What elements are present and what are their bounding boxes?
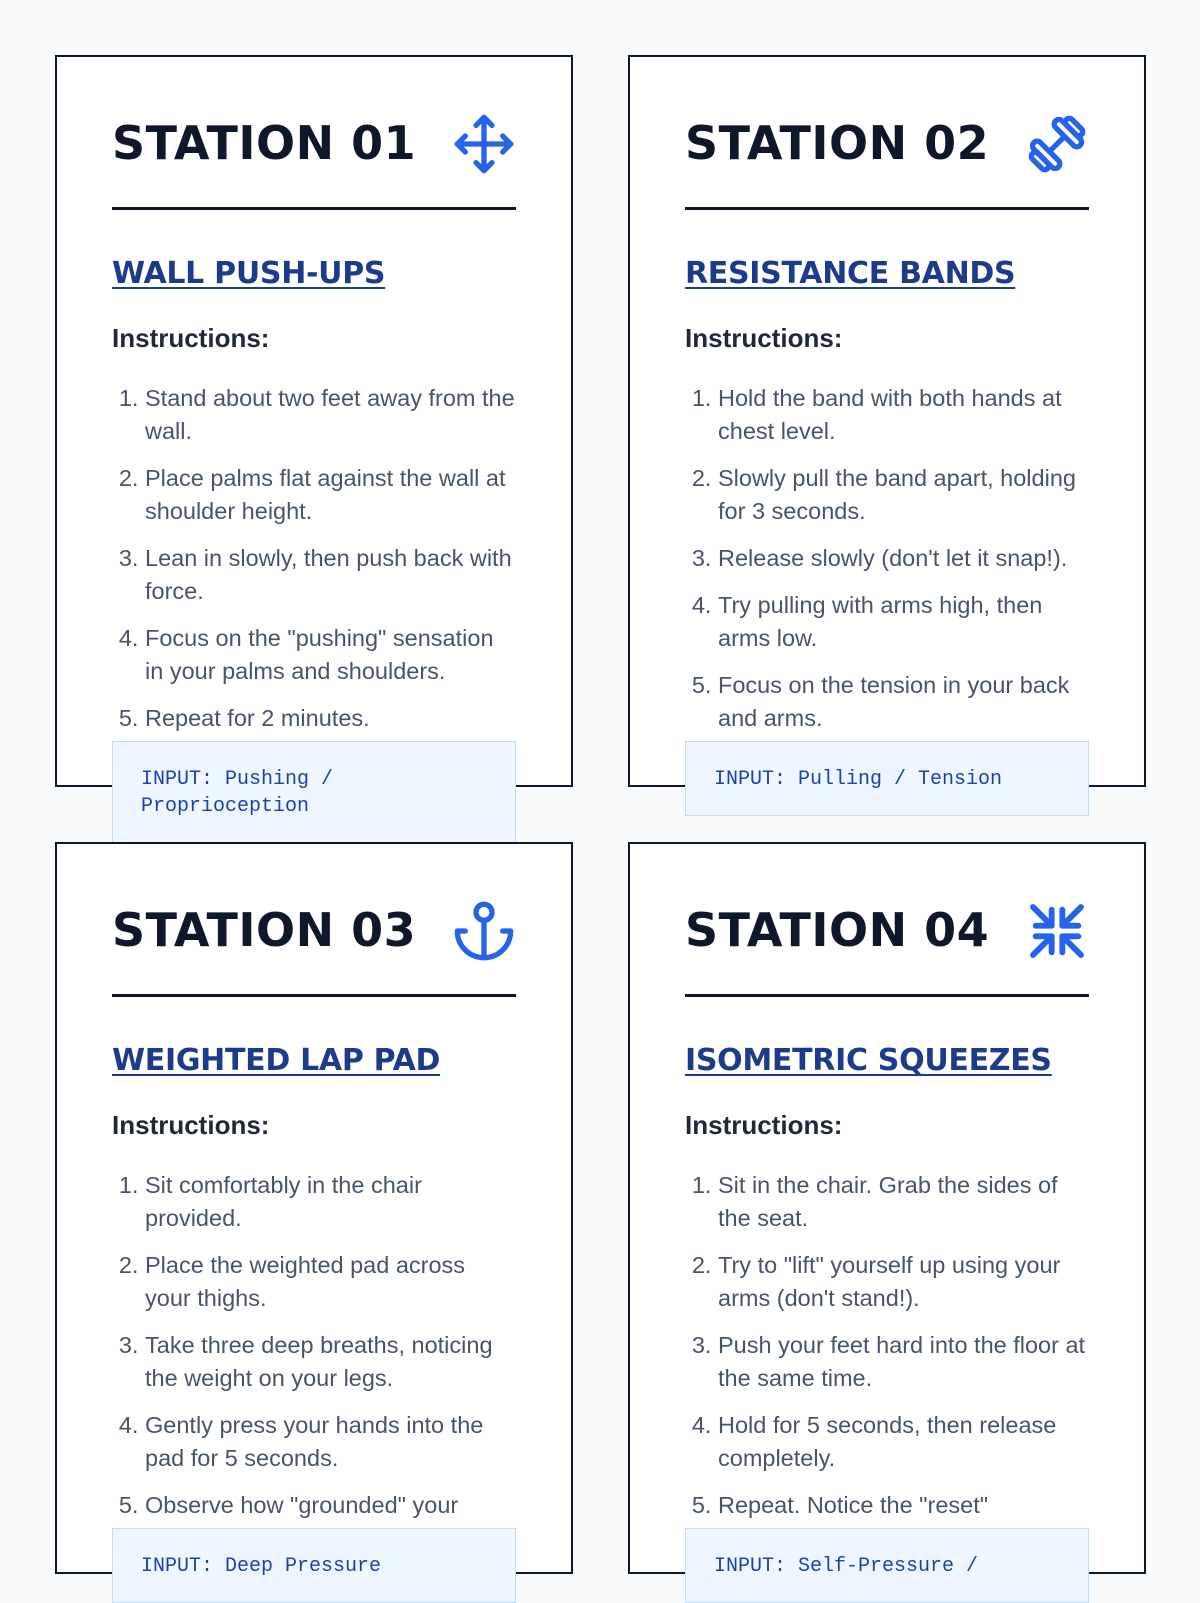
station-card [55, 842, 573, 1578]
arrows-move-icon [452, 112, 516, 176]
instruction-step: 1. Stand about two feet away from the wall. [145, 382, 516, 448]
sensory-input-box: INPUT: Deep Pressure [112, 1528, 516, 1603]
instruction-step: 2. Place palms flat against the wall at shoulder height. [145, 462, 516, 528]
station-header [685, 57, 1089, 210]
sensory-input-box: INPUT: Pulling / Tension [685, 741, 1089, 816]
instruction-step: 4. Hold for 5 seconds, then release completely. [718, 1409, 1089, 1475]
compress-arrows-icon [1025, 899, 1089, 963]
instruction-step: 3. Lean in slowly, then push back with force. [145, 542, 516, 608]
instruction-step: 2. Slowly pull the band apart, holding for 3 seconds. [718, 462, 1089, 528]
station-title: STATION 02 [685, 116, 990, 170]
instruction-step: 4. Gently press your hands into the pad for 5 seconds. [145, 1409, 516, 1475]
sensory-input-box: INPUT: Self-Pressure / [685, 1528, 1089, 1603]
station-header [112, 844, 516, 997]
instruction-step: 5. Repeat for 2 minutes. [145, 702, 516, 735]
instruction-step: 1. Hold the band with both hands at chest level. [718, 382, 1089, 448]
station-card [55, 55, 573, 818]
station-header [685, 844, 1089, 997]
exercise-name: WEIGHTED LAP PAD [112, 1043, 441, 1078]
sensory-input-box: INPUT: Pushing / Proprioception [112, 741, 516, 843]
station-card [628, 842, 1146, 1578]
exercise-name: WALL PUSH-UPS [112, 256, 386, 291]
station-title: STATION 04 [685, 903, 990, 957]
instruction-step: 4. Try pulling with arms high, then arms low. [718, 589, 1089, 655]
instruction-list [112, 1169, 516, 1555]
station-title: STATION 01 [112, 116, 417, 170]
exercise-name: ISOMETRIC SQUEEZES [685, 1043, 1052, 1078]
instruction-step: 4. Focus on the "pushing" sensation in your palms and shoulders. [145, 622, 516, 688]
dumbbell-icon [1025, 112, 1089, 176]
instructions-label: Instructions: [685, 323, 843, 353]
anchor-icon [452, 899, 516, 963]
instruction-step: 2. Place the weighted pad across your thighs. [145, 1249, 516, 1315]
instruction-step: 1. Sit comfortably in the chair provided. [145, 1169, 516, 1235]
station-card [628, 55, 1146, 791]
instruction-step: 5. Observe how "grounded" your [145, 1489, 516, 1555]
instruction-list [685, 1169, 1089, 1555]
instruction-list [685, 382, 1089, 735]
station-title: STATION 03 [112, 903, 417, 957]
instruction-step: 3. Take three deep breaths, noticing the weight on your legs. [145, 1329, 516, 1395]
instruction-step: 2. Try to "lift" yourself up using your arms (don't stand!). [718, 1249, 1089, 1315]
instructions-label: Instructions: [112, 1110, 270, 1140]
instruction-list [112, 382, 516, 735]
instruction-step: 1. Sit in the chair. Grab the sides of the seat. [718, 1169, 1089, 1235]
station-header [112, 57, 516, 210]
instruction-step: 5. Focus on the tension in your back and arms. [718, 669, 1089, 735]
instruction-step: 3. Release slowly (don't let it snap!). [718, 542, 1089, 575]
instructions-label: Instructions: [112, 323, 270, 353]
instruction-step: 5. Repeat. Notice the "reset" [718, 1489, 1089, 1555]
exercise-name: RESISTANCE BANDS [685, 256, 1016, 291]
instruction-step: 3. Push your feet hard into the floor at the same time. [718, 1329, 1089, 1395]
instructions-label: Instructions: [685, 1110, 843, 1140]
